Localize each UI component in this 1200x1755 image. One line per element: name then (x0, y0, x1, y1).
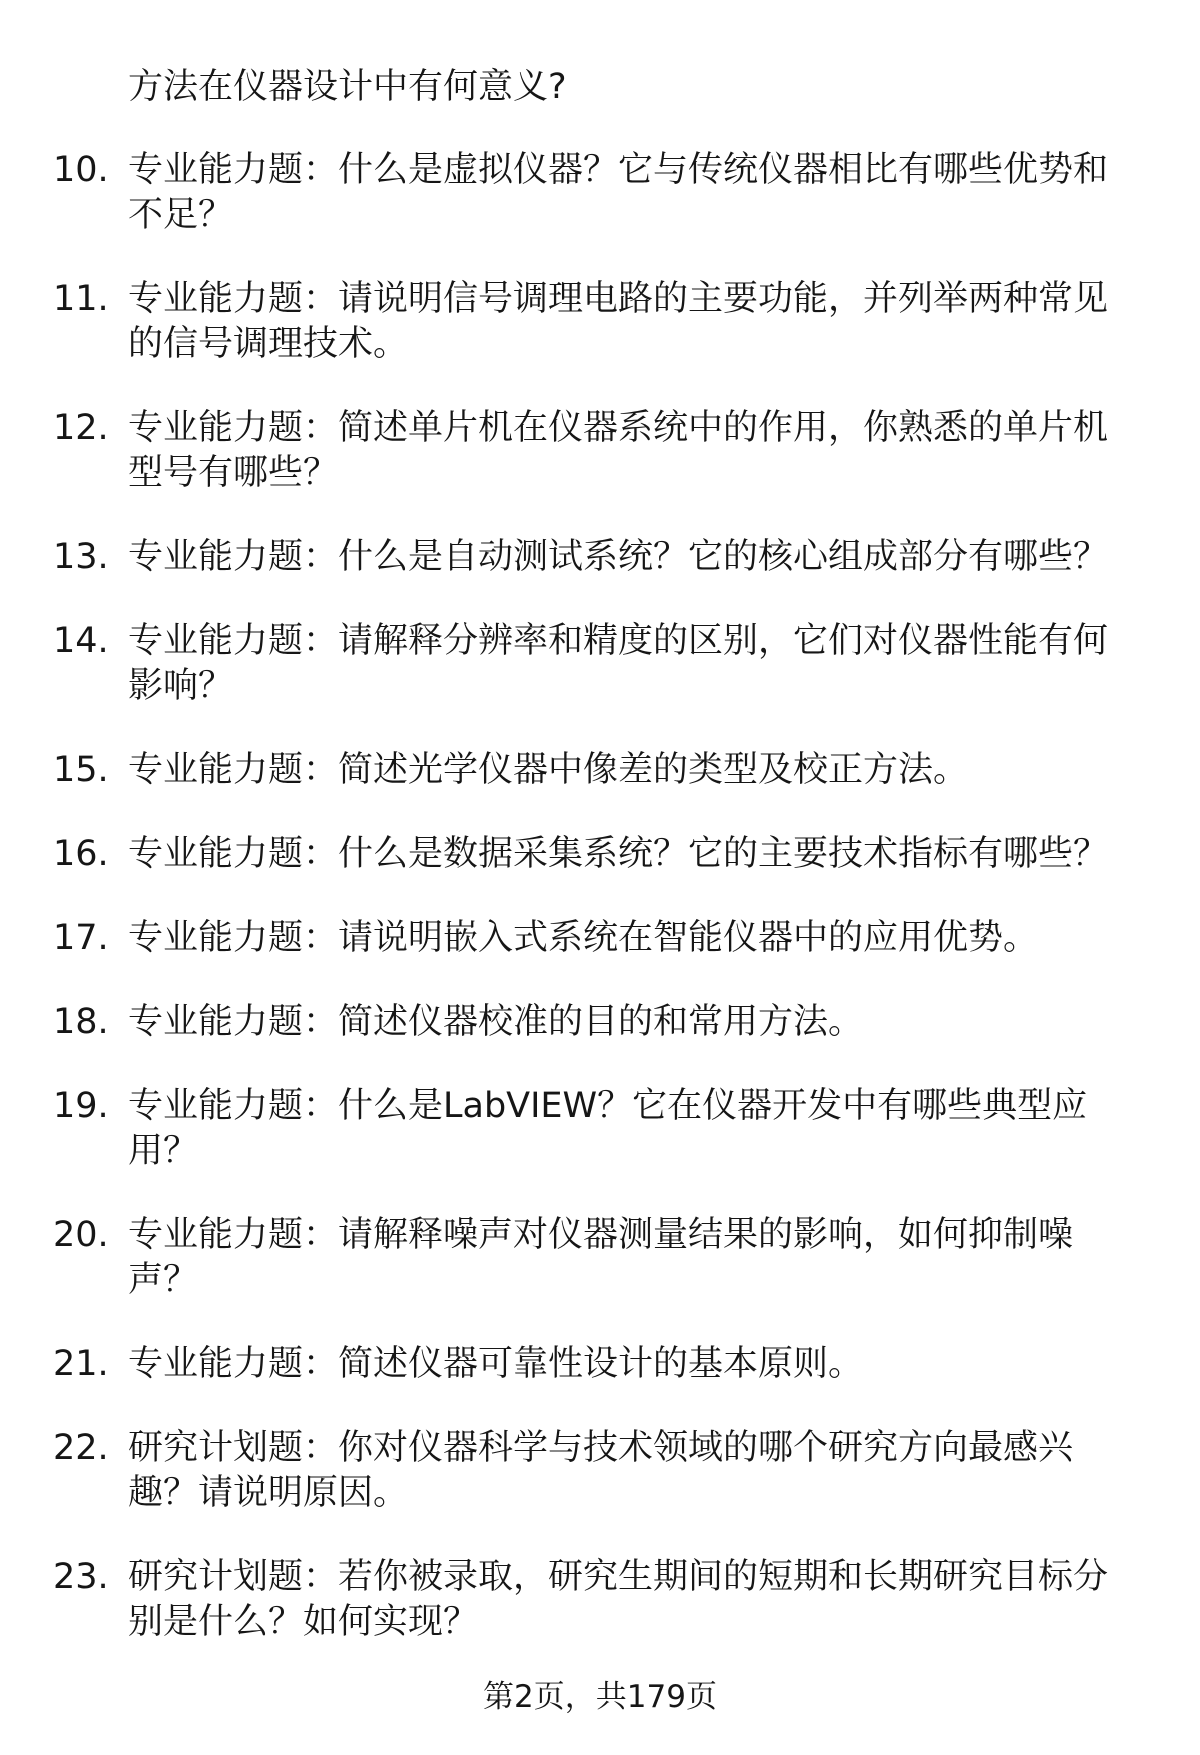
question-text: 专业能力题：简述仪器可靠性设计的基本原则。 (128, 1344, 864, 1384)
question-text: 专业能力题：什么是LabVIEW？它在仪器开发中有哪些典型应用？ (128, 1086, 1088, 1171)
question-item (0, 1000, 1200, 1045)
question-item (0, 748, 1200, 793)
question-continuation: 方法在仪器设计中有何意义? (128, 67, 567, 107)
question-number: 19. (53, 1086, 109, 1126)
question-item (0, 406, 1200, 496)
question-text: 专业能力题：简述光学仪器中像差的类型及校正方法。 (128, 750, 969, 790)
question-number: 13. (53, 537, 109, 577)
question-item (0, 1084, 1200, 1174)
question-number: 22. (53, 1428, 109, 1468)
question-number: 20. (53, 1215, 109, 1255)
question-number: 17. (53, 918, 109, 958)
question-item (0, 148, 1200, 238)
question-item (0, 1342, 1200, 1387)
question-text: 专业能力题：什么是数据采集系统？它的主要技术指标有哪些？ (128, 834, 1109, 874)
question-text: 研究计划题：若你被录取，研究生期间的短期和长期研究目标分别是什么？如何实现？ (128, 1557, 1109, 1642)
question-item (0, 916, 1200, 961)
question-item (0, 1426, 1200, 1516)
question-number: 15. (53, 750, 109, 790)
question-text: 专业能力题：请说明嵌入式系统在智能仪器中的应用优势。 (128, 918, 1039, 958)
question-number: 11. (53, 279, 109, 319)
question-item (0, 277, 1200, 367)
question-text: 专业能力题：简述仪器校准的目的和常用方法。 (128, 1002, 864, 1042)
question-text: 专业能力题：请解释分辨率和精度的区别，它们对仪器性能有何影响？ (128, 621, 1109, 706)
question-number: 14. (53, 621, 109, 661)
question-number: 23. (53, 1557, 109, 1597)
question-number: 12. (53, 408, 109, 448)
question-number: 16. (53, 834, 109, 874)
question-text: 专业能力题：什么是自动测试系统？它的核心组成部分有哪些？ (128, 537, 1109, 577)
question-item (0, 535, 1200, 580)
question-list (0, 65, 1200, 1684)
question-text: 专业能力题：请说明信号调理电路的主要功能，并列举两种常见的信号调理技术。 (128, 279, 1109, 364)
question-item (0, 1555, 1200, 1645)
question-text: 专业能力题：请解释噪声对仪器测量结果的影响，如何抑制噪声？ (128, 1215, 1074, 1300)
question-item (0, 619, 1200, 709)
question-number: 21. (53, 1344, 109, 1384)
question-text: 研究计划题：你对仪器科学与技术领域的哪个研究方向最感兴趣？请说明原因。 (128, 1428, 1074, 1513)
question-text: 专业能力题：简述单片机在仪器系统中的作用，你熟悉的单片机型号有哪些？ (128, 408, 1109, 493)
page-footer: 第2页，共179页 (483, 1679, 717, 1715)
question-item (0, 832, 1200, 877)
question-number: 10. (53, 150, 109, 190)
question-item (0, 1213, 1200, 1303)
question-number: 18. (53, 1002, 109, 1042)
question-text: 专业能力题：什么是虚拟仪器？它与传统仪器相比有哪些优势和不足？ (128, 150, 1109, 235)
